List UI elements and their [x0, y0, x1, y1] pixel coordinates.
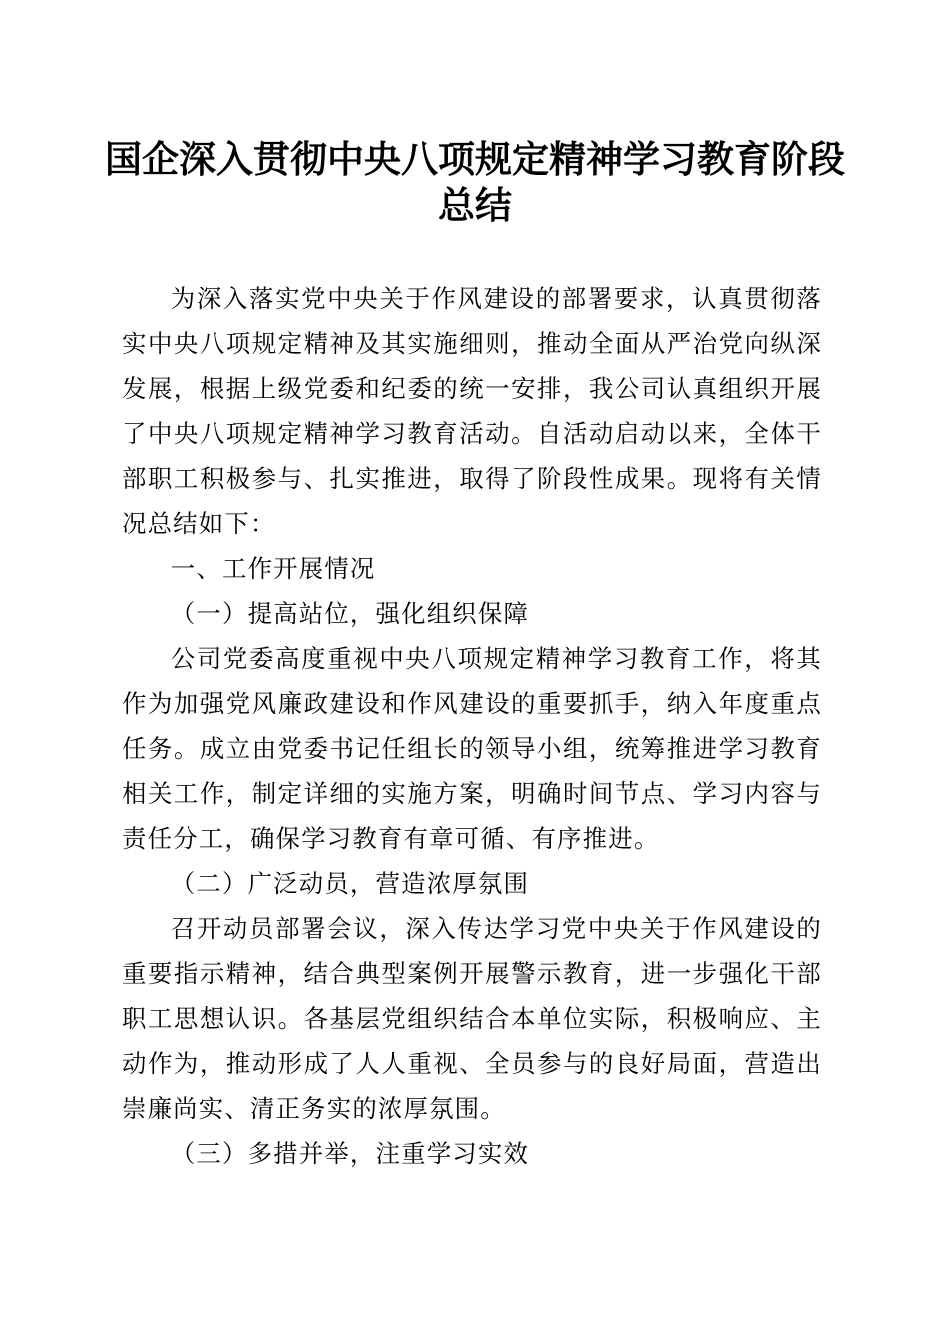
intro-paragraph: 为深入落实党中央关于作风建设的部署要求，认真贯彻落实中央八项规定精神及其实施细则，推动全面从严治党向纵深发展，根据上级党委和纪委的统一安排，我公司认真组织开展了中央八项规定精神学习教育活动。自活动启动以来，全体干部职工积极参与、扎实推进，取得了阶段性成果。现将有关情况总结如下：	[122, 284, 822, 538]
subsection-heading-3: （三）多措并举，注重学习实效	[170, 1139, 530, 1168]
subsection-body-2: 召开动员部署会议，深入传达学习党中央关于作风建设的重要指示精神，结合典型案例开展警示教育，进一步强化干部职工思想认识。各基层党组织结合本单位实际，积极响应、主动作为，推动形成了人人重视、全员参与的良好局面，营造出崇廉尚实、清正务实的浓厚氛围。	[122, 914, 822, 1123]
document-body	[122, 276, 822, 1176]
subsection-heading-1: （一）提高站位，强化组织保障	[170, 599, 530, 628]
section-heading-1: 一、工作开展情况	[170, 554, 376, 583]
subsection-body-1: 公司党委高度重视中央八项规定精神学习教育工作，将其作为加强党风廉政建设和作风建设的重要抓手，纳入年度重点任务。成立由党委书记任组长的领导小组，统筹推进学习教育相关工作，制定详细的实施方案，明确时间节点、学习内容与责任分工，确保学习教育有章可循、有序推进。	[122, 644, 822, 853]
document-title	[100, 136, 850, 228]
subsection-heading-2: （二）广泛动员，营造浓厚氛围	[170, 869, 530, 898]
title-line-2: 总结	[438, 183, 512, 227]
title-line-1: 国企深入贯彻中央八项规定精神学习教育阶段	[105, 137, 845, 181]
